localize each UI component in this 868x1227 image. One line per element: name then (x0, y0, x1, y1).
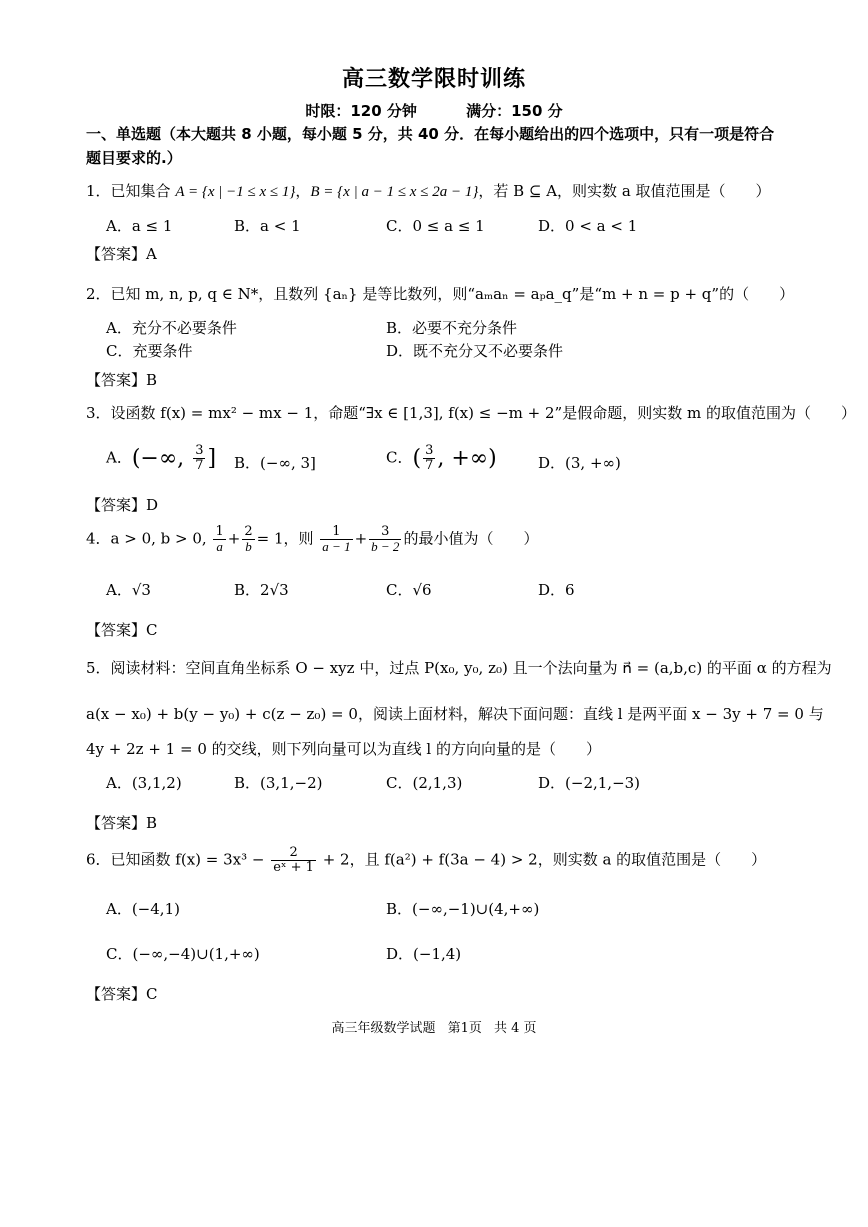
q3-c-den: 7 (425, 458, 434, 473)
q4-f1-den: a (216, 539, 223, 554)
q2-option-b: B．必要不充分条件 (386, 319, 518, 337)
q4-pre: 4．a > 0, b > 0, (86, 529, 207, 548)
question-1 (86, 180, 771, 201)
q1-option-c: C．0 ≤ a ≤ 1 (386, 217, 485, 235)
q6-option-b: B．(−∞,−1)∪(4,+∞) (386, 900, 540, 918)
question-5-line-1: 5．阅读材料：空间直角坐标系 O − xyz 中，过点 P(x₀, y₀, z₀) 且一个法向量为 n⃗ = (a,b,c) 的平面 α 的方程为 (86, 659, 832, 677)
q3-a-den: 7 (195, 458, 204, 473)
q4-eq: = 1，则 (256, 529, 314, 548)
q3-option-d: D．(3, +∞) (538, 454, 621, 472)
q3-option-b: B．(−∞, 3] (234, 454, 316, 472)
q4-plus: + (227, 529, 241, 548)
page-title: 高三数学限时训练 (341, 67, 526, 92)
q3-answer: 【答案】D (86, 496, 159, 514)
q1-answer: 【答案】A (86, 245, 157, 263)
q5-option-b: B．(3,1,−2) (234, 774, 323, 792)
q1-set-a: A = {x | −1 ≤ x ≤ 1} (175, 184, 296, 200)
q1-num: 1．已知集合 (86, 182, 171, 200)
q4-option-d: D．6 (538, 581, 575, 599)
q1-set-b: B = {x | a − 1 ≤ x ≤ 2a − 1} (310, 184, 479, 200)
q6-answer: 【答案】C (86, 985, 158, 1003)
q3-a-frac (193, 444, 205, 473)
q6-frac-num: 2 (271, 846, 316, 861)
q3-c-frac (423, 444, 435, 473)
q4-plus-2: + (354, 529, 368, 548)
q4-option-c: C．√6 (386, 581, 432, 599)
q6-option-c: C．(−∞,−4)∪(1,+∞) (106, 945, 260, 963)
q1-option-d: D．0 < a < 1 (538, 217, 638, 235)
time-limit: 时限：120 分钟 (305, 102, 417, 120)
full-score: 满分：150 分 (466, 102, 563, 120)
question-3: 3．设函数 f(x) = mx² − mx − 1，命题“∃x ∈ [1,3], f(x) ≤ −m + 2”是假命题，则实数 m 的取值范围为（ ） (86, 404, 856, 422)
q4-frac-3 (320, 525, 352, 554)
q4-post: 的最小值为（ ） (403, 529, 539, 548)
question-6 (86, 846, 766, 875)
q4-g2-den: b − 2 (371, 539, 400, 554)
q2-option-d: D．既不充分又不必要条件 (386, 342, 564, 360)
q3-c-label: C． (386, 448, 413, 467)
exam-meta (0, 100, 868, 121)
page-footer (0, 1017, 868, 1036)
q3-a-left: (−∞, (131, 446, 192, 471)
q4-g1-num: 1 (320, 525, 352, 540)
q3-c-left: ( (412, 446, 422, 471)
q4-frac-1 (213, 525, 225, 554)
q5-option-d: D．(−2,1,−3) (538, 774, 641, 792)
q4-answer: 【答案】C (86, 621, 158, 639)
q5-option-a: A．(3,1,2) (106, 774, 182, 792)
q6-pre: 6．已知函数 f(x) = 3x³ − (86, 850, 265, 869)
question-5-line-3: 4y + 2z + 1 = 0 的交线，则下列向量可以为直线 l 的方向向量的是（ ） (86, 740, 601, 758)
q2-option-c: C．充要条件 (106, 342, 193, 360)
q6-frac-den: eˣ + 1 (273, 860, 314, 875)
q3-c-right: , +∞) (437, 446, 497, 471)
footer-total: 共 4 页 (494, 1021, 537, 1036)
q1-cond: ，若 B ⊆ A，则实数 a 取值范围是（ ） (478, 182, 771, 200)
q4-f1-num: 1 (215, 524, 224, 539)
q4-g1-den: a − 1 (322, 539, 351, 554)
q3-c-num: 3 (425, 443, 434, 458)
q5-option-c: C．(2,1,3) (386, 774, 463, 792)
q3-option-a (106, 444, 216, 473)
q1-option-b: B．a < 1 (234, 217, 301, 235)
q4-option-b: B．2√3 (234, 581, 289, 599)
q3-a-label: A． (106, 448, 132, 467)
question-2: 2．已知 m, n, p, q ∈ N*，且数列 {aₙ} 是等比数列，则“aₘaₙ = aₚa_q”是“m + n = p + q”的（ ） (86, 285, 795, 303)
q6-frac (271, 846, 316, 875)
footer-subject: 高三年级数学试题 (331, 1021, 436, 1036)
q6-option-d: D．(−1,4) (386, 945, 462, 963)
q5-answer: 【答案】B (86, 814, 158, 832)
footer-page: 第1页 (447, 1021, 482, 1036)
q2-answer: 【答案】B (86, 371, 158, 389)
q3-a-num: 3 (195, 443, 204, 458)
q4-f2-num: 2 (244, 524, 253, 539)
q3-option-c (386, 444, 497, 473)
q2-option-a: A．充分不必要条件 (106, 319, 237, 337)
section-heading: 一、单选题（本大题共 8 小题，每小题 5 分，共 40 分．在每小题给出的四个选项中，只有一项是符合题目要求的.） (86, 125, 775, 167)
q4-f2-den: b (245, 539, 252, 554)
q6-post: + 2，且 f(a²) + f(3a − 4) > 2，则实数 a 的取值范围是（ ） (322, 850, 767, 869)
q4-option-a: A．√3 (106, 581, 151, 599)
q4-g2-num: 3 (369, 525, 401, 540)
q4-frac-4 (369, 525, 401, 554)
q3-a-right: ] (207, 446, 217, 471)
question-5-line-2: a(x − x₀) + b(y − y₀) + c(z − z₀) = 0，阅读上面材料，解决下面问题：直线 l 是两平面 x − 3y + 7 = 0 与 (86, 705, 824, 723)
question-4 (86, 525, 538, 554)
q1-sep: ， (295, 182, 311, 200)
q6-option-a: A．(−4,1) (106, 900, 180, 918)
q4-frac-2 (242, 525, 254, 554)
q1-option-a: A．a ≤ 1 (106, 217, 173, 235)
